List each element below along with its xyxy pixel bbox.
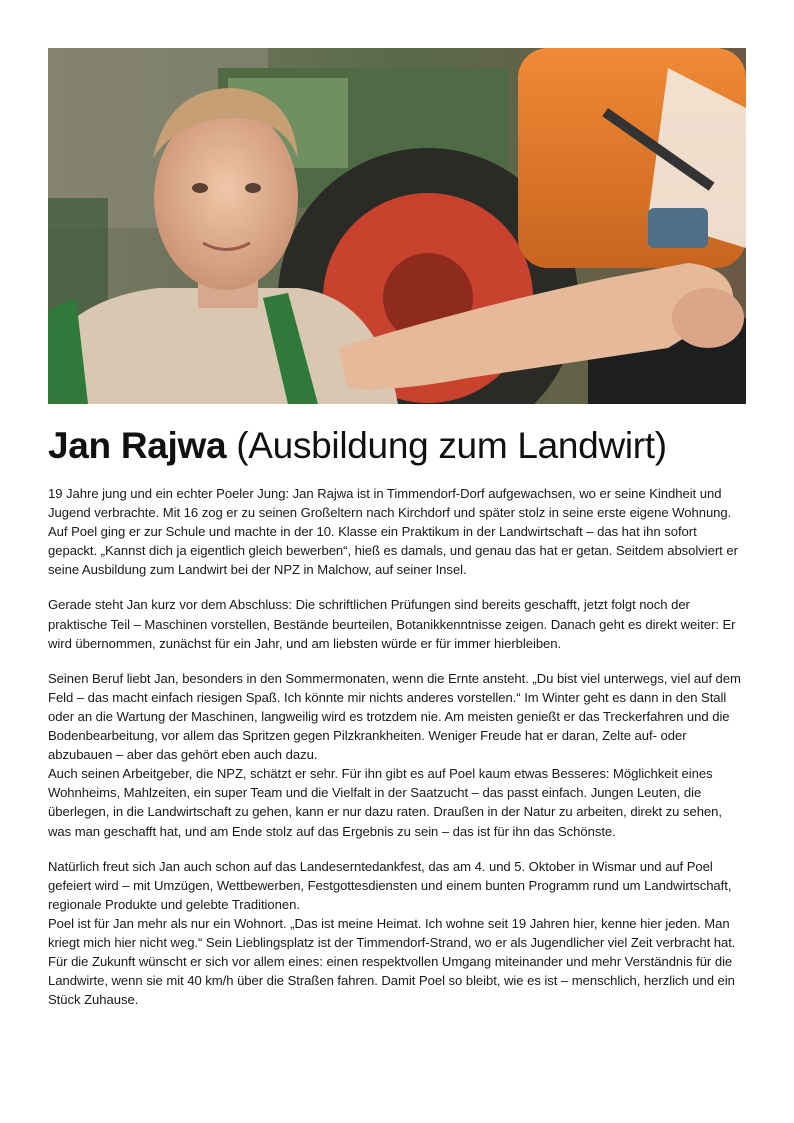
paragraph: Auch seinen Arbeitgeber, die NPZ, schätzt er sehr. Für ihn gibt es auf Poel kaum etwas Besseres: Möglichkeit eines Wohnheims, Mahlzeiten, ein super Team und die Vielfalt in der Saatzucht – das passt einfach. Jungen Leuten, die überlegen, in die Landwirtschaft zu gehen, kann er nur dazu raten. Draußen in der Natur zu arbeiten, direkt zu sehen, was man geschafft hat, und am Ende stolz auf das Ergebnis zu sein – das ist für ihn das Schönste. — [48, 766, 722, 839]
article-body — [48, 484, 746, 1025]
paragraph-block — [48, 595, 746, 652]
paragraph: Seinen Beruf liebt Jan, besonders in den Sommermonaten, wenn die Ernte ansteht. „Du bist viel unterwegs, viel auf dem Feld – das macht einfach riesigen Spaß. Ich könnte mir nichts anderes vorstellen.“ Im Winter geht es dann in den Stall oder an die Wartung der Maschinen, langweilig wird es trotzdem nie. Am meisten genießt er das Treckerfahren und die Bodenbearbeitung, vor allem das Spritzen gegen Pilzkrankheiten. Weniger Freude hat er daran, Zelte auf- oder abzubauen – aber das gehört eben auch dazu. — [48, 670, 741, 763]
paragraph-block — [48, 669, 746, 841]
paragraph-block — [48, 857, 746, 1010]
paragraph: Poel ist für Jan mehr als nur ein Wohnort. „Das ist meine Heimat. Ich wohne seit 19 Jahren hier, kenne hier jeden. Man kriegt mich hier nicht weg.“ Sein Lieblingsplatz ist der Timmendorf-Strand, wo er als Jugendlicher viel Zeit verbracht hat. Für die Zukunft wünscht er sich vor allem eines: einen respektvollen Umgang miteinander und mehr Verständnis für die Landwirte, wenn sie mit 40 km/h über die Straßen fahren. Damit Poel so bleibt, wie es ist – menschlich, herzlich und ein Stück Zuhause. — [48, 915, 736, 1008]
person-name: Jan Rajwa — [48, 425, 227, 466]
paragraph: 19 Jahre jung und ein echter Poeler Jung: Jan Rajwa ist in Timmendorf-Dorf aufgewachsen, wo er seine Kindheit und Jugend verbrachte. Mit 16 zog er zu seinen Großeltern nach Kirchdorf und später stolz in seine erste eigene Wohnung. Auf Poel ging er zur Schule und machte in der 10. Klasse ein Praktikum in der Landwirtschaft – das hat ihn sofort gepackt. „Kannst dich ja eigentlich gleich bewerben“, hieß es damals, und genau das hat er getan. Seitdem absolviert er seine Ausbildung zum Landwirt bei der NPZ in Malchow, auf seiner Insel. — [48, 486, 738, 578]
paragraph: Natürlich freut sich Jan auch schon auf das Landeserntedankfest, das am 4. und 5. Oktober in Wismar und auf Poel gefeiert wird – mit Umzügen, Wettbewerben, Festgottesdiensten und einem bunten Programm rund um Landwirtschaft, regionale Produkte und gelebte Traditionen. — [48, 858, 732, 912]
paragraph: Gerade steht Jan kurz vor dem Abschluss: Die schriftlichen Prüfungen sind bereits geschafft, jetzt folgt noch der praktische Teil – Maschinen vorstellen, Bestände beurteilen, Botanikkenntnisse zeigen. Danach geht es direkt weiter: Er wird übernommen, zunächst für ein Jahr, und am liebsten würde er für immer hierbleiben. — [48, 597, 736, 651]
paragraph-block — [48, 484, 746, 579]
article-heading — [48, 418, 746, 474]
hero-photo — [48, 48, 746, 404]
hero-photo-illustration — [48, 48, 746, 404]
person-role: (Ausbildung zum Landwirt) — [236, 425, 667, 466]
